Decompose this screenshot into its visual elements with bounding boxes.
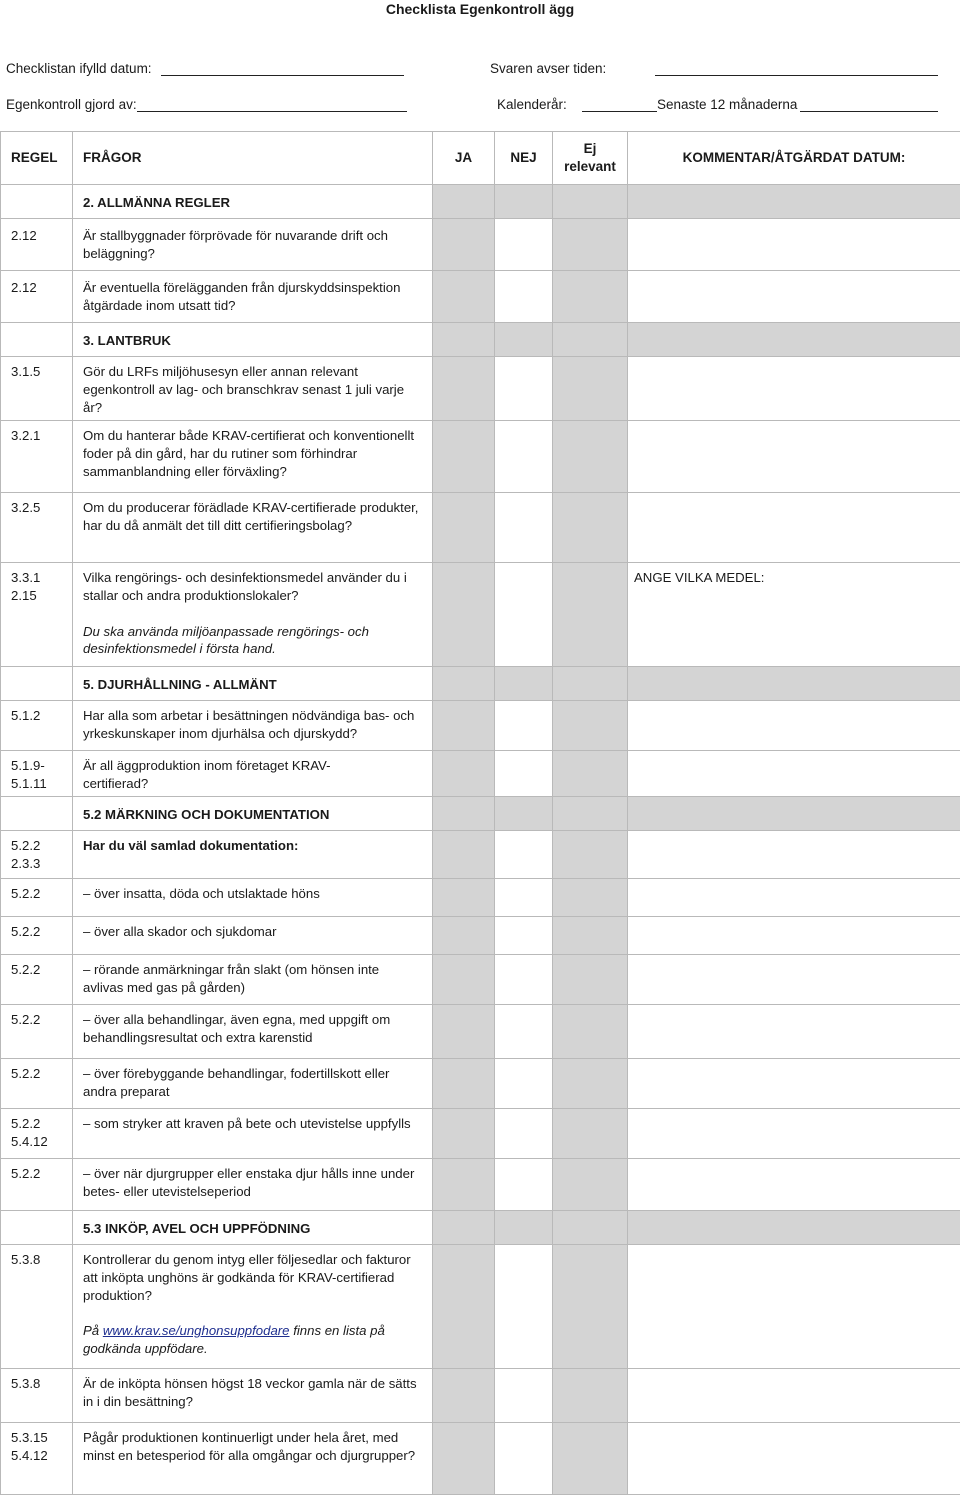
question-text: – som stryker att kraven på bete och utevistelse uppfylls: [73, 1109, 433, 1159]
section-title: 5.2 MÄRKNING OCH DOKUMENTATION: [73, 797, 433, 831]
ja-cell[interactable]: [433, 1109, 495, 1159]
last-12-months-field[interactable]: [800, 111, 938, 112]
rule-ref: [1, 1423, 73, 1495]
comment-cell[interactable]: [628, 751, 960, 797]
done-by-field[interactable]: [137, 111, 407, 112]
comment-cell[interactable]: [628, 1059, 960, 1109]
col-ej-relevant: [553, 132, 628, 185]
ej-relevant-cell[interactable]: [553, 1245, 628, 1369]
question-text: Kontrollerar du genom intyg eller följesedlar och fakturor att inköpta unghöns är godkända för KRAV-certifierad produktion?: [83, 1252, 411, 1303]
comment-cell[interactable]: [628, 1109, 960, 1159]
comment-cell[interactable]: [628, 1245, 960, 1369]
ej-relevant-cell[interactable]: [553, 563, 628, 667]
section-row: [1, 185, 960, 219]
table-row: [1, 879, 960, 917]
ja-cell[interactable]: [433, 751, 495, 797]
table-row: [1, 421, 960, 493]
ej-relevant-cell[interactable]: [553, 751, 628, 797]
question-text: – över alla skador och sjukdomar: [73, 917, 433, 955]
question-text: – rörande anmärkningar från slakt (om hönsen inte avlivas med gas på gården): [73, 955, 433, 1005]
question-text: Har alla som arbetar i besättningen nödvändiga bas- och yrkeskunskaper inom djurhälsa och djurskydd?: [73, 701, 433, 751]
table-row: [1, 1059, 960, 1109]
rule-ref-text: 5.3.15 5.4.12: [11, 1430, 48, 1463]
document-title: Checklista Egenkontroll ägg: [385, 1, 575, 17]
nej-cell[interactable]: [495, 357, 553, 421]
ej-relevant-cell[interactable]: [553, 879, 628, 917]
rule-ref: 3.2.5: [1, 493, 73, 563]
table-row: [1, 271, 960, 323]
nej-cell[interactable]: [495, 831, 553, 879]
rule-ref: 5.1.2: [1, 701, 73, 751]
ej-relevant-cell[interactable]: [553, 1005, 628, 1059]
ej-relevant-cell[interactable]: [553, 701, 628, 751]
nej-cell[interactable]: [495, 751, 553, 797]
question-text: Om du hanterar både KRAV-certifierat och konventionellt foder på din gård, har du rutiner som förhindrar sammanblandning eller förväxling?: [73, 421, 433, 493]
comment-cell[interactable]: [628, 1005, 960, 1059]
nej-cell[interactable]: [495, 1005, 553, 1059]
rule-ref: [1, 1109, 73, 1159]
section-row: [1, 667, 960, 701]
section-title: 5.3 INKÖP, AVEL OCH UPPFÖDNING: [73, 1211, 433, 1245]
ej-relevant-cell[interactable]: [553, 917, 628, 955]
ja-cell[interactable]: [433, 1059, 495, 1109]
question-cell: [73, 563, 433, 667]
reply-time-field[interactable]: [655, 75, 938, 76]
comment-cell[interactable]: [628, 563, 960, 667]
ja-cell[interactable]: [433, 879, 495, 917]
ja-cell[interactable]: [433, 271, 495, 323]
col-fragor: FRÅGOR: [73, 132, 433, 185]
rule-ref: 2.12: [1, 219, 73, 271]
rule-ref: [1, 751, 73, 797]
comment-cell[interactable]: [628, 219, 960, 271]
unghons-link[interactable]: www.krav.se/unghonsuppfodare: [102, 1323, 290, 1339]
rule-ref: 5.2.2: [1, 917, 73, 955]
rule-ref-text: 5.1.9- 5.1.11: [11, 758, 47, 791]
question-text: – över insatta, döda och utslaktade höns: [73, 879, 433, 917]
ja-cell[interactable]: [433, 1005, 495, 1059]
section-title: 3. LANTBRUK: [73, 323, 433, 357]
comment-cell[interactable]: [628, 1423, 960, 1495]
rule-ref: 5.2.2: [1, 1005, 73, 1059]
nej-cell[interactable]: [495, 271, 553, 323]
nej-cell[interactable]: [495, 563, 553, 667]
section-row: [1, 1211, 960, 1245]
rule-ref: 2.12: [1, 271, 73, 323]
table-row: [1, 563, 960, 667]
col-regel: REGEL: [1, 132, 73, 185]
nej-cell[interactable]: [495, 493, 553, 563]
ja-cell[interactable]: [433, 563, 495, 667]
table-row: [1, 1369, 960, 1423]
table-row: [1, 493, 960, 563]
question-note: Du ska använda miljöanpassade rengörings- och desinfektionsmedel i första hand.: [83, 623, 369, 657]
ej-relevant-cell[interactable]: [553, 493, 628, 563]
col-ej-relevant-line2: relevant: [564, 159, 616, 174]
comment-cell[interactable]: [628, 357, 960, 421]
col-ja: JA: [433, 132, 495, 185]
rule-ref: 5.3.8: [1, 1245, 73, 1369]
nej-cell[interactable]: [495, 219, 553, 271]
filled-date-field[interactable]: [161, 75, 404, 76]
done-by-label: Egenkontroll gjord av:: [6, 97, 137, 112]
table-row: [1, 1423, 960, 1495]
question-text: Har du väl samlad dokumentation:: [73, 831, 433, 879]
question-text: Pågår produktionen kontinuerligt under hela året, med minst en betesperiod för alla omgångar och djurgrupper?: [73, 1423, 433, 1495]
comment-cell[interactable]: [628, 271, 960, 323]
nej-cell[interactable]: [495, 701, 553, 751]
question-text: Är stallbyggnader förprövade för nuvarande drift och beläggning?: [73, 219, 433, 271]
rule-ref-text: 5.2.2 2.3.3: [11, 838, 41, 871]
rule-ref: [1, 563, 73, 667]
comment-cell[interactable]: [628, 955, 960, 1005]
question-text: Är eventuella förelägganden från djurskyddsinspektion åtgärdade inom utsatt tid?: [73, 271, 433, 323]
nej-cell[interactable]: [495, 1369, 553, 1423]
comment-cell[interactable]: [628, 1369, 960, 1423]
nej-cell[interactable]: [495, 421, 553, 493]
table-row: [1, 1005, 960, 1059]
comment-cell[interactable]: [628, 421, 960, 493]
question-text: – över när djurgrupper eller enstaka djur hålls inne under betes- eller utevistelseperiod: [73, 1159, 433, 1211]
ej-relevant-cell[interactable]: [553, 271, 628, 323]
reply-time-label: Svaren avser tiden:: [490, 61, 607, 76]
nej-cell[interactable]: [495, 955, 553, 1005]
ej-relevant-cell[interactable]: [553, 1159, 628, 1211]
table-row: [1, 1159, 960, 1211]
col-nej: NEJ: [495, 132, 553, 185]
ej-relevant-cell[interactable]: [553, 421, 628, 493]
calendar-year-label: Kalenderår:: [497, 97, 567, 112]
ja-cell[interactable]: [433, 1423, 495, 1495]
calendar-year-field[interactable]: [582, 111, 657, 112]
rule-ref-text: 3.3.1 2.15: [11, 570, 41, 603]
nej-cell[interactable]: [495, 1059, 553, 1109]
rule-ref: 5.2.2: [1, 1059, 73, 1109]
question-note: På www.krav.se/unghonsuppfodare finns en lista på godkända uppfödare.: [83, 1323, 385, 1357]
section-title: 5. DJURHÅLLNING - ALLMÄNT: [73, 667, 433, 701]
rule-ref: 5.2.2: [1, 955, 73, 1005]
table-header-row: [1, 132, 960, 185]
comment-cell[interactable]: [628, 917, 960, 955]
checklist-table: [0, 131, 960, 1495]
question-text: Är de inköpta hönsen högst 18 veckor gamla när de sätts in i din besättning?: [73, 1369, 433, 1423]
ja-cell[interactable]: [433, 219, 495, 271]
ja-cell[interactable]: [433, 357, 495, 421]
question-text: – över förebyggande behandlingar, fodertillskott eller andra preparat: [73, 1059, 433, 1109]
table-row: [1, 955, 960, 1005]
section-title: 2. ALLMÄNNA REGLER: [73, 185, 433, 219]
table-row: [1, 917, 960, 955]
table-row: [1, 751, 960, 797]
nej-cell[interactable]: [495, 1245, 553, 1369]
ja-cell[interactable]: [433, 955, 495, 1005]
table-row: [1, 1109, 960, 1159]
question-text: Är all äggproduktion inom företaget KRAV-certifierad?: [73, 751, 433, 797]
question-text: Gör du LRFs miljöhusesyn eller annan relevant egenkontroll av lag- och branschkrav senast 1 juli varje år?: [73, 357, 433, 421]
comment-prompt: ANGE VILKA MEDEL:: [634, 570, 765, 585]
rule-ref-text: 5.2.2 5.4.12: [11, 1116, 48, 1149]
comment-cell[interactable]: [628, 701, 960, 751]
ej-relevant-cell[interactable]: [553, 831, 628, 879]
rule-ref: 3.1.5: [1, 357, 73, 421]
col-ej-relevant-line1: Ej: [583, 141, 597, 157]
last-12-months-label: Senaste 12 månaderna: [657, 97, 798, 112]
ja-cell[interactable]: [433, 1245, 495, 1369]
table-row: [1, 701, 960, 751]
rule-ref: 3.2.1: [1, 421, 73, 493]
section-row: [1, 797, 960, 831]
rule-ref: [1, 831, 73, 879]
ja-cell[interactable]: [433, 1159, 495, 1211]
question-cell: [73, 1245, 433, 1369]
comment-cell[interactable]: [628, 493, 960, 563]
ja-cell[interactable]: [433, 917, 495, 955]
ja-cell[interactable]: [433, 701, 495, 751]
ej-relevant-cell[interactable]: [553, 1059, 628, 1109]
ja-cell[interactable]: [433, 831, 495, 879]
rule-ref: 5.3.8: [1, 1369, 73, 1423]
question-text: Om du producerar förädlade KRAV-certifierade produkter, har du då anmält det till ditt certifieringsbolag?: [73, 493, 433, 563]
col-kommentar: KOMMENTAR/ÅTGÄRDAT DATUM:: [628, 132, 960, 185]
nej-cell[interactable]: [495, 879, 553, 917]
comment-cell[interactable]: [628, 1159, 960, 1211]
nej-cell[interactable]: [495, 1109, 553, 1159]
rule-ref: 5.2.2: [1, 879, 73, 917]
nej-cell[interactable]: [495, 1159, 553, 1211]
ej-relevant-cell[interactable]: [553, 357, 628, 421]
table-row: [1, 831, 960, 879]
rule-ref: 5.2.2: [1, 1159, 73, 1211]
filled-date-label: Checklistan ifylld datum:: [6, 61, 152, 76]
nej-cell[interactable]: [495, 917, 553, 955]
comment-cell[interactable]: [628, 831, 960, 879]
comment-cell[interactable]: [628, 879, 960, 917]
ej-relevant-cell[interactable]: [553, 1369, 628, 1423]
table-row: [1, 357, 960, 421]
ej-relevant-cell[interactable]: [553, 1423, 628, 1495]
ja-cell[interactable]: [433, 493, 495, 563]
ja-cell[interactable]: [433, 421, 495, 493]
ej-relevant-cell[interactable]: [553, 219, 628, 271]
nej-cell[interactable]: [495, 1423, 553, 1495]
section-row: [1, 323, 960, 357]
question-text: – över alla behandlingar, även egna, med uppgift om behandlingsresultat och extra karenstid: [73, 1005, 433, 1059]
ej-relevant-cell[interactable]: [553, 1109, 628, 1159]
table-row: [1, 1245, 960, 1369]
ja-cell[interactable]: [433, 1369, 495, 1423]
question-text: Vilka rengörings- och desinfektionsmedel använder du i stallar och andra produktionslokaler?: [83, 570, 407, 603]
table-row: [1, 219, 960, 271]
ej-relevant-cell[interactable]: [553, 955, 628, 1005]
